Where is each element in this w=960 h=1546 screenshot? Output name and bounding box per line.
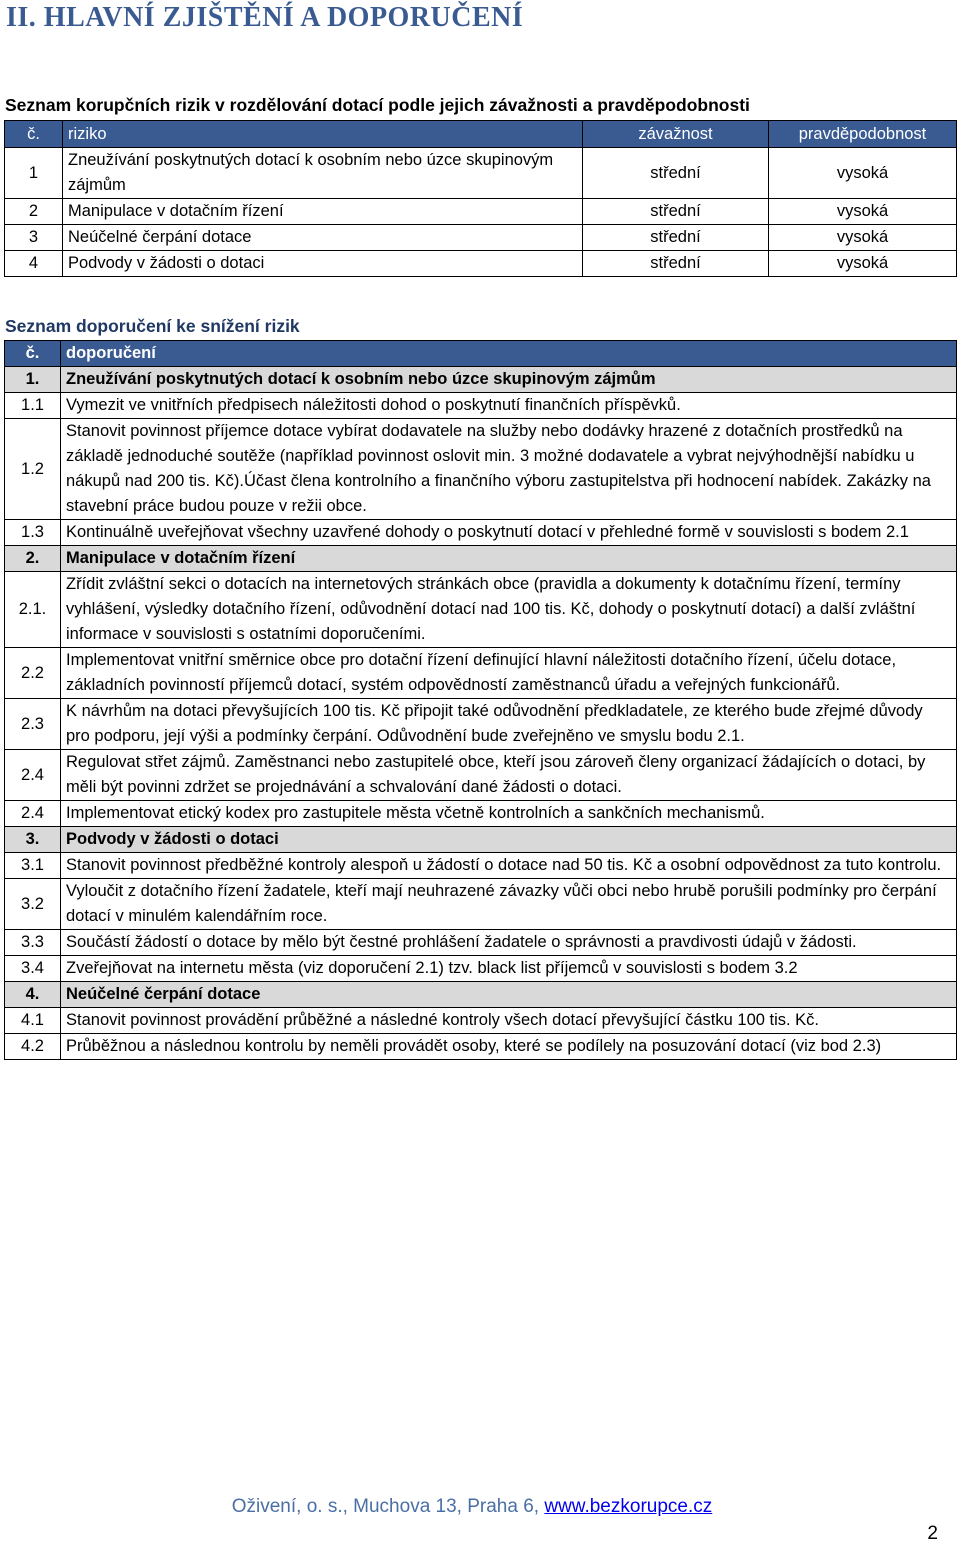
table-row (5, 853, 957, 879)
section-row (5, 827, 957, 853)
table-row (5, 801, 957, 827)
recommendation-number: 4.2 (5, 1034, 61, 1060)
recommendation-text: Součástí žádostí o dotace by mělo být čestné prohlášení žadatele o správnosti a pravdivosti údajů v žádosti. (61, 930, 957, 956)
col-header-risk: riziko (63, 121, 583, 148)
recommendation-text: Implementovat vnitřní směrnice obce pro dotační řízení definující hlavní náležitosti dotačního řízení, účelu dotace, základních povinností příjemců dotací, systém odpovědností zaměstnanců úřadu a veřejných funkcionářů. (61, 648, 957, 699)
risk-name: Podvody v žádosti o dotaci (63, 251, 583, 277)
section-title: Podvody v žádosti o dotaci (61, 827, 957, 853)
recommendation-number: 3.3 (5, 930, 61, 956)
recommendation-number: 1.1 (5, 393, 61, 419)
table-row (5, 148, 957, 199)
recommendation-number: 3.2 (5, 879, 61, 930)
section-title: Manipulace v dotačním řízení (61, 546, 957, 572)
recommendation-text: Stanovit povinnost předběžné kontroly alespoň u žádostí o dotace nad 50 tis. Kč a osobní odpovědnost za tuto kontrolu. (61, 853, 957, 879)
recommendations-table (4, 340, 957, 1060)
risk-number: 3 (5, 225, 63, 251)
risk-probability: vysoká (769, 199, 957, 225)
col-header-number: č. (5, 121, 63, 148)
risk-probability: vysoká (769, 251, 957, 277)
table-row (5, 648, 957, 699)
risks-table (4, 120, 957, 277)
section-row (5, 367, 957, 393)
table-row (5, 225, 957, 251)
table-row (5, 199, 957, 225)
risks-caption: Seznam korupčních rizik v rozdělování dotací podle jejich závažnosti a pravděpodobnosti (5, 95, 750, 115)
recommendation-number: 4. (5, 982, 61, 1008)
recommendation-number: 2.4 (5, 750, 61, 801)
table-row (5, 572, 957, 648)
recommendation-text: K návrhům na dotaci převyšujících 100 tis. Kč připojit také odůvodnění předkladatele, ze kterého bude zřejmé důvody pro podporu, její výši a podmínky čerpání. Odůvodnění bude zveřejněno ve smyslu bodu 2.1. (61, 699, 957, 750)
table-row (5, 699, 957, 750)
recommendation-number: 1. (5, 367, 61, 393)
recommendation-text: Zřídit zvláštní sekci o dotacích na internetových stránkách obce (pravidla a dokumenty k dotačnímu řízení, termíny vyhlášení, výsledky dotačního řízení, odůvodnění dotací nad 100 tis. Kč, dohody o poskytnutí dotací) a další zvláštní informace v souvislosti s ostatními doporučeními. (61, 572, 957, 648)
col-header-number: č. (5, 341, 61, 367)
recommendation-number: 3.4 (5, 956, 61, 982)
table-row (5, 930, 957, 956)
footer-link[interactable]: www.bezkorupce.cz (544, 1496, 713, 1517)
col-header-severity: závažnost (583, 121, 769, 148)
section-row (5, 982, 957, 1008)
col-header-recommendation: doporučení (61, 341, 957, 367)
recommendation-number: 2. (5, 546, 61, 572)
risk-probability: vysoká (769, 148, 957, 199)
table-row (5, 251, 957, 277)
table-row (5, 419, 957, 520)
recommendation-text: Implementovat etický kodex pro zastupitele města včetně kontrolních a sankčních mechanismů. (61, 801, 957, 827)
risk-name: Neúčelné čerpání dotace (63, 225, 583, 251)
recommendation-number: 2.2 (5, 648, 61, 699)
recommendations-caption: Seznam doporučení ke snížení rizik (5, 316, 300, 336)
recommendation-text: Zveřejňovat na internetu města (viz doporučení 2.1) tzv. black list příjemců v souvislosti s bodem 3.2 (61, 956, 957, 982)
table-row (5, 393, 957, 419)
section-title: Neúčelné čerpání dotace (61, 982, 957, 1008)
risk-severity: střední (583, 251, 769, 277)
recommendation-number: 1.2 (5, 419, 61, 520)
recommendation-number: 3.1 (5, 853, 61, 879)
risks-header-row (5, 121, 957, 148)
page-heading: II. HLAVNÍ ZJIŠTĚNÍ A DOPORUČENÍ (6, 2, 524, 33)
risk-number: 4 (5, 251, 63, 277)
recommendation-text: Stanovit povinnost provádění průběžné a následné kontroly všech dotací převyšující částku 100 tis. Kč. (61, 1008, 957, 1034)
recommendation-text: Vymezit ve vnitřních předpisech náležitosti dohod o poskytnutí finančních příspěvků. (61, 393, 957, 419)
recommendation-number: 2.1. (5, 572, 61, 648)
footer (0, 1496, 944, 1518)
recommendation-number: 1.3 (5, 520, 61, 546)
footer-org: Oživení, o. s., Muchova 13, Praha 6, (231, 1496, 545, 1517)
risk-probability: vysoká (769, 225, 957, 251)
recommendation-text: Kontinuálně uveřejňovat všechny uzavřené dohody o poskytnutí dotací v přehledné formě v souvislosti s bodem 2.1 (61, 520, 957, 546)
recommendation-number: 2.4 (5, 801, 61, 827)
section-title: Zneužívání poskytnutých dotací k osobním nebo úzce skupinovým zájmům (61, 367, 957, 393)
col-header-probability: pravděpodobnost (769, 121, 957, 148)
risk-severity: střední (583, 225, 769, 251)
page-number: 2 (927, 1523, 938, 1544)
recommendation-text: Vyloučit z dotačního řízení žadatele, kteří mají neuhrazené závazky vůči obci nebo hrubě porušili podmínky pro čerpání dotací v minulém kalendářním roce. (61, 879, 957, 930)
risk-severity: střední (583, 148, 769, 199)
recommendations-header-row (5, 341, 957, 367)
risk-number: 2 (5, 199, 63, 225)
recommendation-text: Regulovat střet zájmů. Zaměstnanci nebo zastupitelé obce, kteří jsou zároveň členy organizací žádajících o dotaci, by měli být povinni zdržet se projednávání a schvalování dané žádosti o dotaci. (61, 750, 957, 801)
table-row (5, 750, 957, 801)
risk-number: 1 (5, 148, 63, 199)
recommendation-number: 3. (5, 827, 61, 853)
recommendations-body (5, 367, 957, 1060)
recommendation-number: 2.3 (5, 699, 61, 750)
table-row (5, 1008, 957, 1034)
risk-severity: střední (583, 199, 769, 225)
risk-name: Manipulace v dotačním řízení (63, 199, 583, 225)
table-row (5, 1034, 957, 1060)
table-row (5, 956, 957, 982)
recommendation-text: Stanovit povinnost příjemce dotace vybírat dodavatele na služby nebo dodávky hrazené z dotačních prostředků na základě jednoduché soutěže (například povinnost oslovit min. 3 možné dodavatele a vybrat nejvýhodnější nabídku u nákupů nad 200 tis. Kč).Účast člena kontrolního a finančního výboru zastupitelstva při hodnocení nabídek. Zakázky na stavební práce budou pouze v režii obce. (61, 419, 957, 520)
table-row (5, 879, 957, 930)
table-row (5, 520, 957, 546)
section-row (5, 546, 957, 572)
recommendation-number: 4.1 (5, 1008, 61, 1034)
risk-name: Zneužívání poskytnutých dotací k osobním nebo úzce skupinovým zájmům (63, 148, 583, 199)
recommendation-text: Průběžnou a následnou kontrolu by neměli provádět osoby, které se podílely na posuzování dotací (viz bod 2.3) (61, 1034, 957, 1060)
